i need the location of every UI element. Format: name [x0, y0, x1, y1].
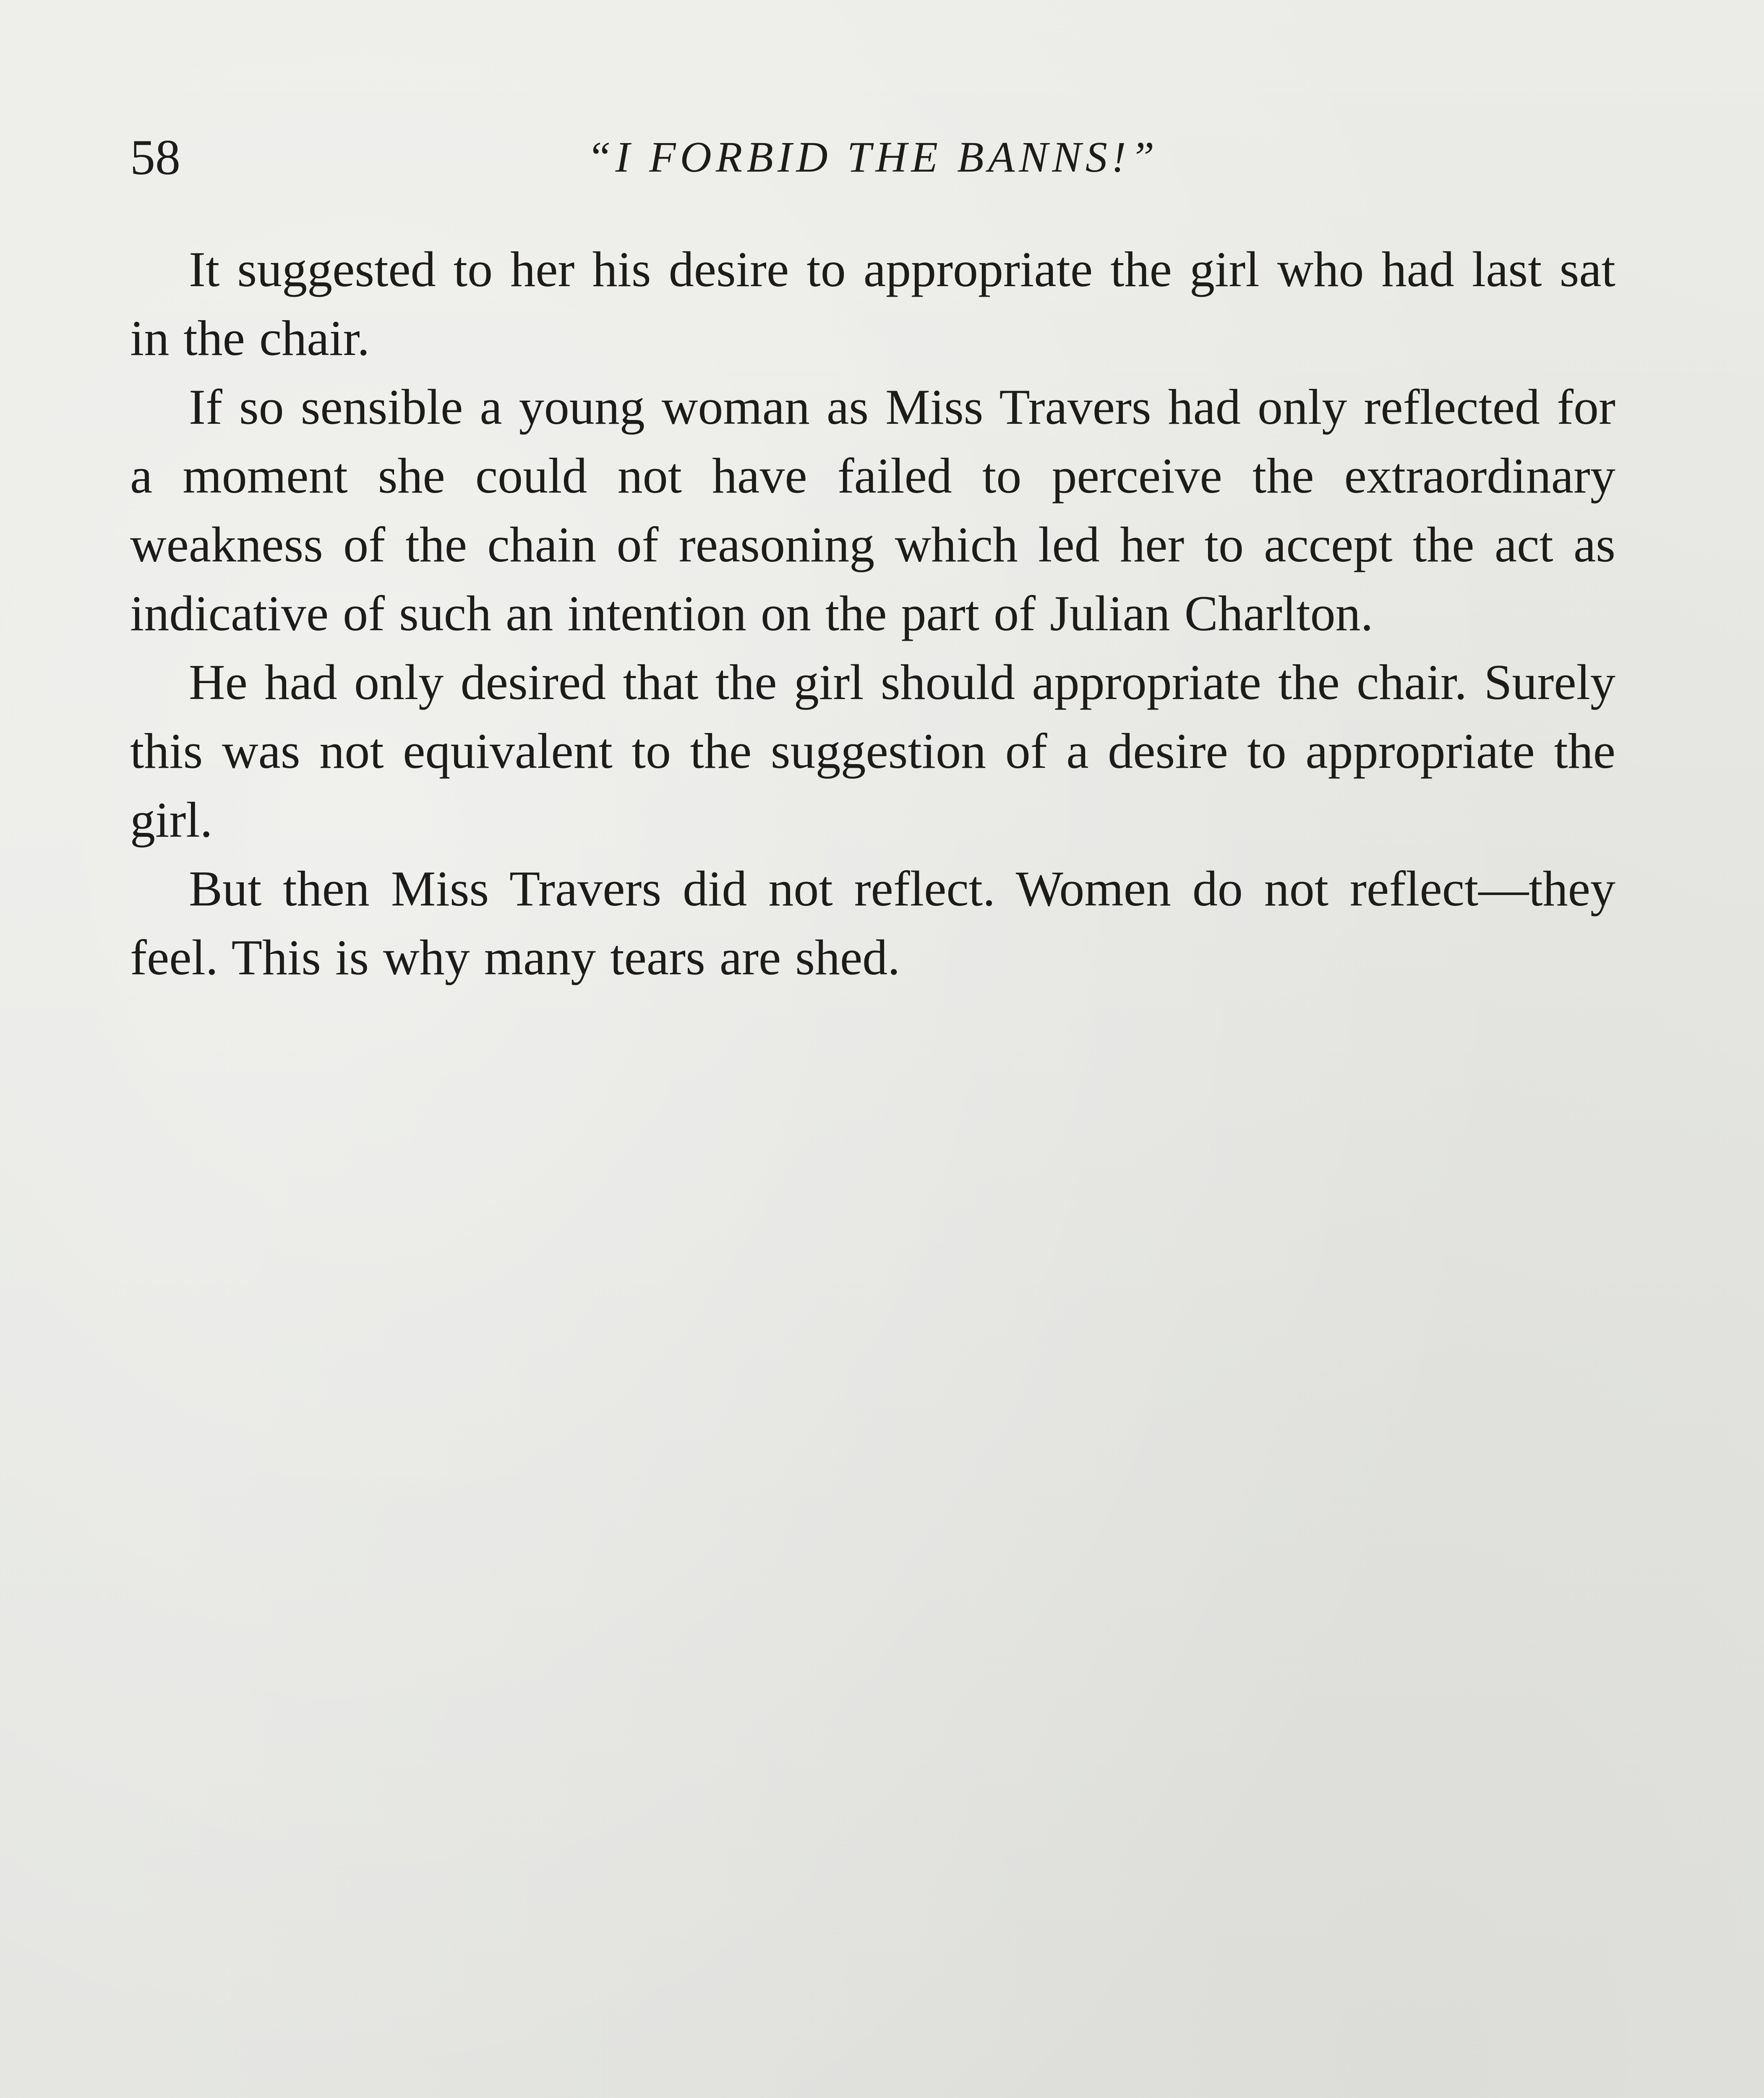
page-header-title: “I FORBID THE BANNS!” — [587, 133, 1159, 181]
paragraph: But then Miss Travers did not reflect. Women do not reflect—they feel. This is why many tears are shed. — [130, 861, 1615, 985]
paragraph: If so sensible a young woman as Miss Travers had only reflected for a moment she could not have failed to perceive the extraordinary weakness of the chain of reasoning which led her to accept the act as indicative of such an intention on the part of Julian Charlton. — [130, 379, 1615, 641]
page-number: 58 — [130, 129, 180, 185]
body-text — [130, 235, 1615, 992]
paragraph: It suggested to her his desire to appropriate the girl who had last sat in the chair. — [130, 241, 1615, 366]
running-head — [130, 126, 1615, 189]
paragraph: He had only desired that the girl should appropriate the chair. Surely this was not equivalent to the suggestion of a desire to appropriate the girl. — [130, 654, 1615, 848]
